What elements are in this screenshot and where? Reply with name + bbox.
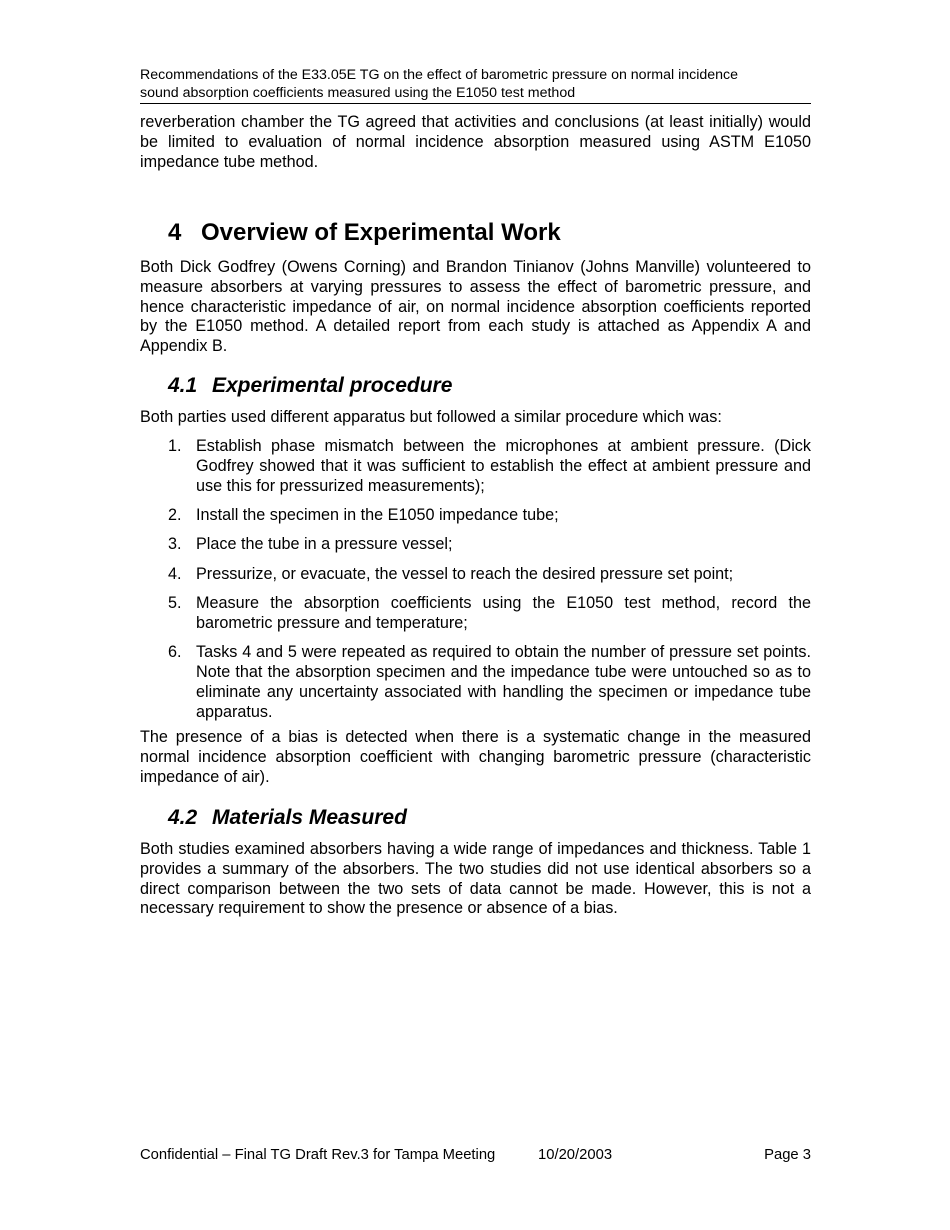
footer-date: 10/20/2003 bbox=[538, 1147, 613, 1163]
intro-paragraph: reverberation chamber the TG agreed that activities and conclusions (at least initially) would be limited to evaluation of normal incidence absorption measured using ASTM E1050 impedance tube method. bbox=[140, 113, 811, 171]
step-text: Establish phase mismatch between the microphones at ambient pressure. (Dick Godfrey showed that it was sufficient to establish the effect at ambient pressure and use this for pressurized measurements); bbox=[196, 437, 811, 495]
procedure-step-1 bbox=[140, 437, 811, 496]
step-text: Measure the absorption coefficients using the E1050 test method, record the barometric pressure and temperature; bbox=[196, 594, 811, 632]
running-header bbox=[140, 66, 811, 104]
running-header-line-1: Recommendations of the E33.05E TG on the effect of barometric pressure on normal incidence bbox=[140, 67, 739, 83]
step-marker: 1. bbox=[168, 437, 182, 455]
step-marker: 6. bbox=[168, 643, 182, 662]
section-4-2-heading bbox=[168, 806, 407, 830]
footer-confidential: Confidential – Final TG Draft Rev.3 for Tampa Meeting bbox=[140, 1147, 496, 1163]
procedure-step-4 bbox=[140, 565, 811, 585]
section-4-1-heading bbox=[168, 374, 452, 398]
step-text: Place the tube in a pressure vessel; bbox=[196, 535, 453, 554]
section-4-2-number: 4.2 bbox=[168, 806, 198, 829]
footer-page-number: Page 3 bbox=[764, 1147, 811, 1163]
step-text: Tasks 4 and 5 were repeated as required to obtain the number of pressure set points. Note that the absorption specimen and the impedance tube were untouched so as to eliminate any uncertainty associated with handling the specimen or impedance tube apparatus. bbox=[196, 643, 811, 721]
section-4-number: 4 bbox=[168, 219, 182, 246]
step-marker: 5. bbox=[168, 594, 182, 613]
running-header-line-2: sound absorption coefficients measured using the E1050 test method bbox=[140, 85, 576, 101]
procedure-step-2 bbox=[140, 506, 811, 526]
procedure-step-6 bbox=[140, 643, 811, 722]
section-4-paragraph: Both Dick Godfrey (Owens Corning) and Brandon Tinianov (Johns Manville) volunteered to measure absorbers at varying pressures to assess the effect of barometric pressure, and hence characteristic impedance of air, on normal incidence absorption coefficients reported by the E1050 method. A detailed report from each study is attached as Appendix A and Appendix B. bbox=[140, 258, 811, 356]
section-4-1-lead: Both parties used different apparatus but followed a similar procedure which was: bbox=[140, 408, 722, 426]
procedure-step-5 bbox=[140, 594, 811, 634]
step-text: Install the specimen in the E1050 impedance tube; bbox=[196, 505, 559, 524]
step-marker: 2. bbox=[168, 505, 182, 524]
section-4-2-paragraph: Both studies examined absorbers having a wide range of impedances and thickness. Table 1 provides a summary of the absorbers. The two studies did not use identical absorbers so a direct comparison between the two sets of data cannot be made. However, this is not a necessary requirement to show the presence or absence of a bias. bbox=[140, 840, 811, 918]
section-4-title: Overview of Experimental Work bbox=[201, 219, 561, 246]
step-marker: 3. bbox=[168, 535, 182, 554]
section-4-1-closing: The presence of a bias is detected when there is a systematic change in the measured normal incidence absorption coefficient with changing barometric pressure (characteristic impedance of air). bbox=[140, 728, 811, 786]
procedure-step-3 bbox=[140, 535, 811, 555]
section-4-heading bbox=[168, 219, 561, 247]
step-marker: 4. bbox=[168, 564, 182, 583]
step-text: Pressurize, or evacuate, the vessel to reach the desired pressure set point; bbox=[196, 564, 734, 583]
document-page bbox=[140, 0, 811, 1230]
section-4-1-title: Experimental procedure bbox=[212, 374, 453, 397]
section-4-2-title: Materials Measured bbox=[212, 806, 407, 829]
procedure-steps bbox=[140, 437, 811, 732]
section-4-1-number: 4.1 bbox=[168, 374, 198, 397]
